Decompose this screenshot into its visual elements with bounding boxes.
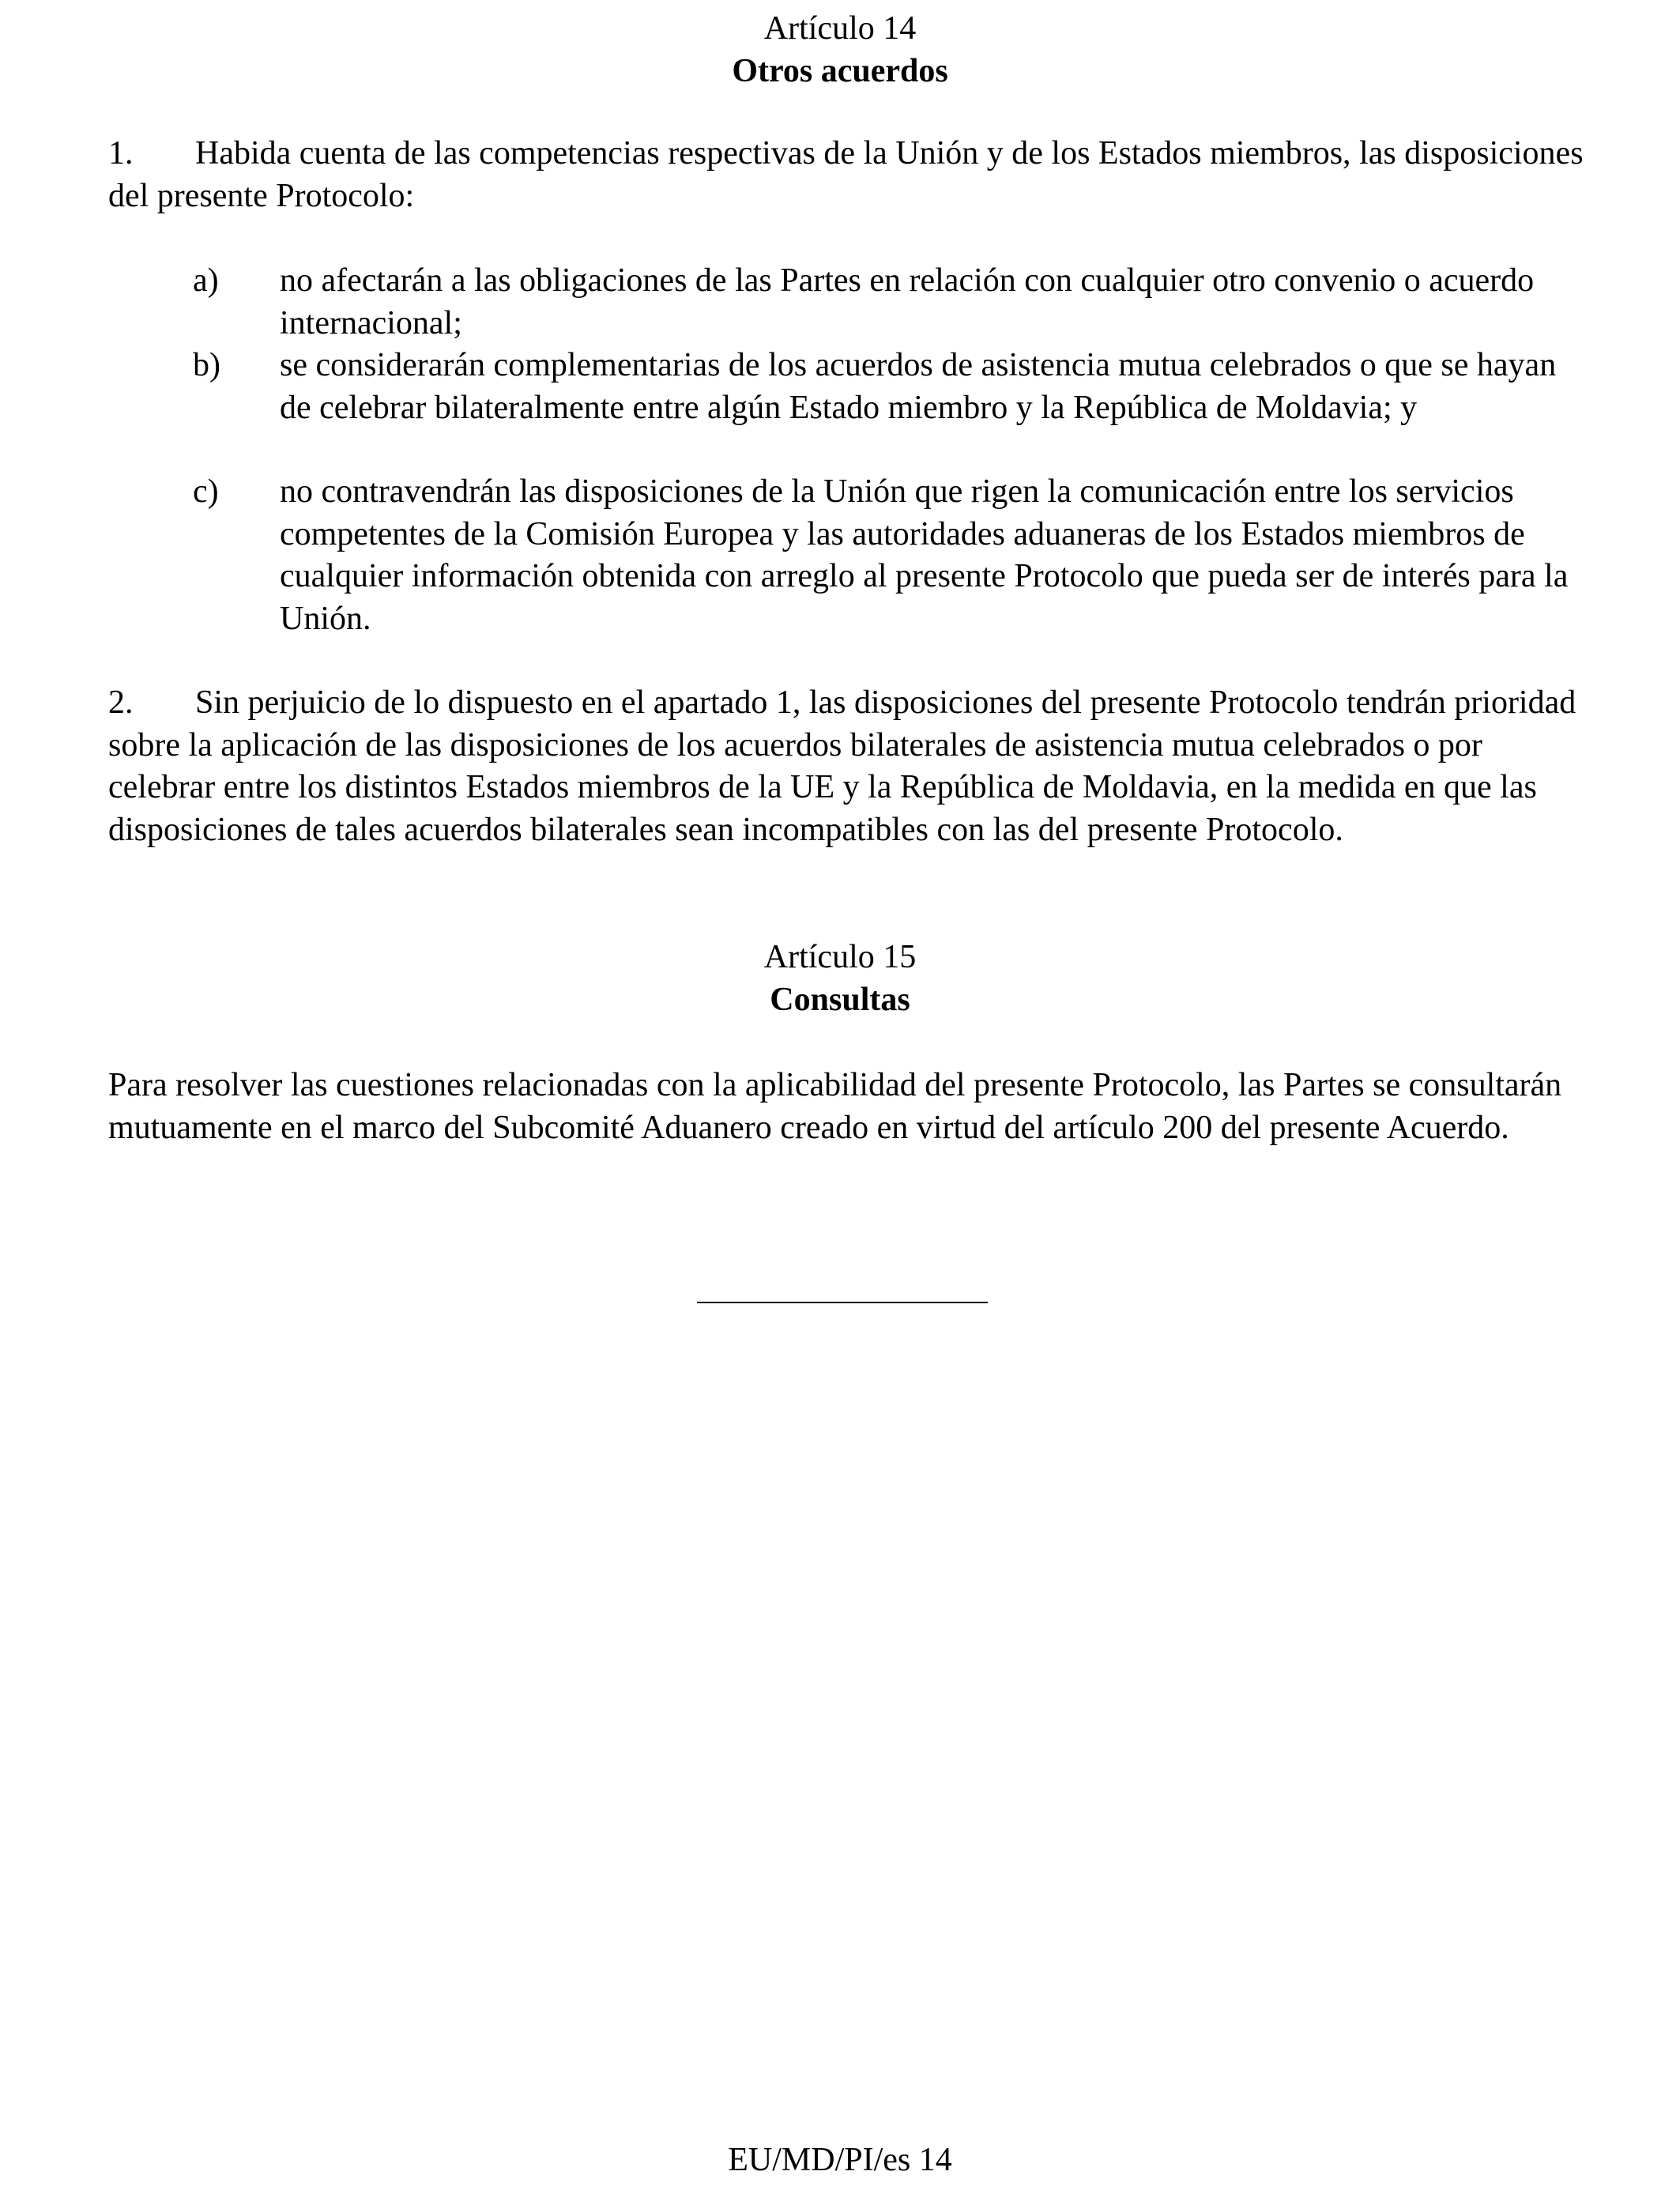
list-item-letter: b) [193,347,220,383]
list-item-text: no afectarán a las obligaciones de las Partes en relación con cualquier otro convenio o acuerdo internacional; [280,262,1535,341]
article-14-paragraph-1 [108,133,1586,217]
paragraph-text: Para resolver las cuestiones relacionadas con la aplicabilidad del presente Protocolo, las Partes se consultarán mutuamente en el marco del Subcomité Aduanero creado en virtud del artículo 200 del presente Acuerdo. [108,1067,1562,1146]
paragraph-text: Sin perjuicio de lo dispuesto en el apartado 1, las disposiciones del presente Protocolo tendrán prioridad sobre la aplicación de las disposiciones de los acuerdos bilaterales de asistencia mutua celebrados o por celebrar entre los distintos Estados miembros de la UE y la República de Moldavia, en la medida en que las disposiciones de tales acuerdos bilaterales sean incompatibles con las del presente Protocolo. [108,684,1576,848]
list-item-c [193,471,1584,642]
paragraph-text: Habida cuenta de las competencias respectivas de la Unión y de los Estados miembros, las disposiciones del presente Protocolo: [108,135,1584,214]
list-item-text: se considerarán complementarias de los acuerdos de asistencia mutua celebrados o que se hayan de celebrar bilateralmente entre algún Estado miembro y la República de Moldavia; y [280,347,1557,426]
page-footer-reference: EU/MD/PI/es 14 [728,2142,952,2178]
article-14-title: Otros acuerdos [732,52,948,89]
list-item-text: no contravendrán las disposiciones de la Unión que rigen la comunicación entre los servicios competentes de la Comisión Europea y las autoridades aduaneras de los Estados miembros de cualquier información obtenida con arreglo al presente Protocolo que pueda ser de interés para la Unión. [280,473,1569,637]
article-14-label: Artículo 14 [763,10,917,47]
article-15-heading [0,937,1680,1021]
list-item-letter: a) [193,262,219,299]
paragraph-number: 1. [108,135,134,172]
article-15-title: Consultas [770,981,910,1018]
list-item-a [193,260,1584,345]
article-15-label: Artículo 15 [763,939,917,975]
article-15-paragraph [108,1065,1586,1149]
end-separator-line [697,1302,988,1303]
article-14-paragraph-2 [108,682,1586,851]
list-item-b [193,345,1584,473]
list-item-letter: c) [193,473,219,510]
article-14-heading [0,8,1680,92]
paragraph-number: 2. [108,684,134,721]
